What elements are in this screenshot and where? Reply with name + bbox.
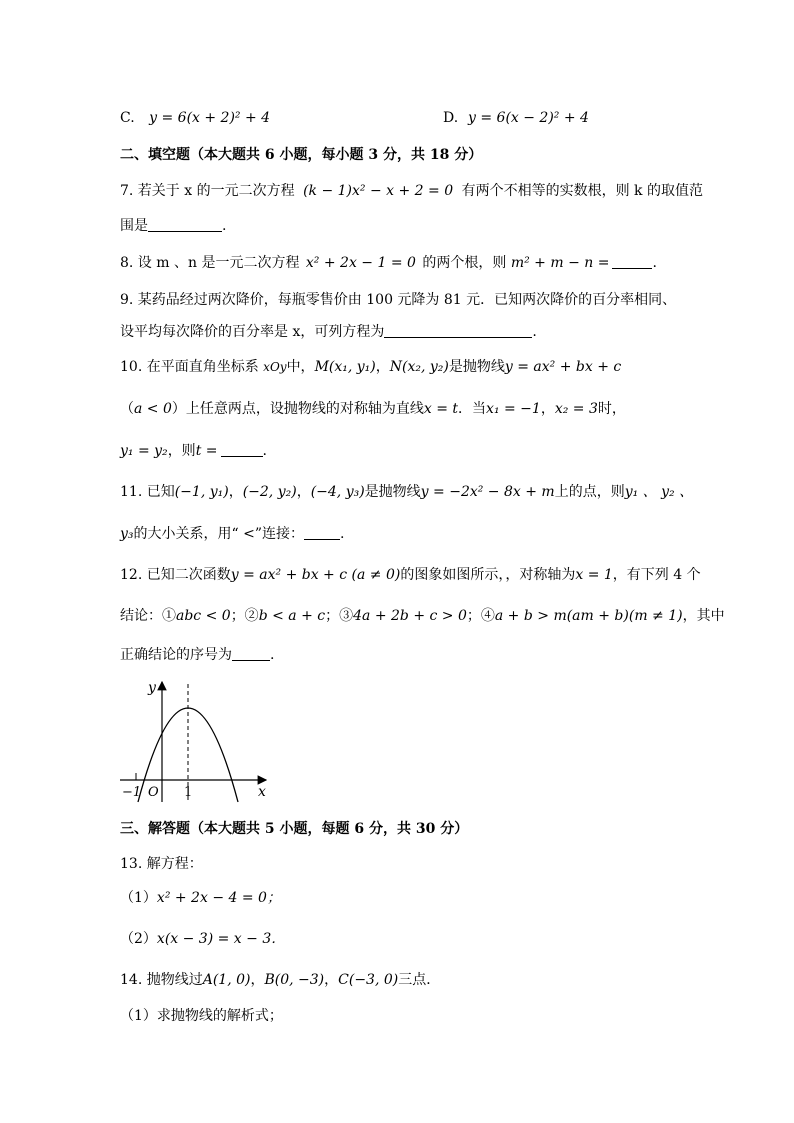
q13-part1-label: （1） <box>120 890 157 906</box>
q12-text: 12. 已知二次函数 <box>120 567 231 583</box>
q10-text-6: 时， <box>597 401 626 417</box>
q13-part2-equation: x(x − 3) = x − 3． <box>156 931 286 947</box>
q14-comma-2: ， <box>324 972 339 988</box>
q14-text-2: 三点． <box>398 972 441 988</box>
q10-x1: x₁ = −1 <box>486 401 541 417</box>
q12-axis: x = 1 <box>575 567 613 583</box>
q10-x2: x₂ = 3 <box>554 401 598 417</box>
option-c-label: C. <box>120 110 135 126</box>
q7-text-3: 围是 <box>120 218 148 234</box>
q10-point-n: N(x₂, y₂) <box>389 359 449 375</box>
q8-expression: m² + m − n = <box>510 255 610 271</box>
q11-point-2: (−2, y₂) <box>242 484 297 500</box>
q13-part1-equation: x² + 2x − 4 = 0； <box>156 890 281 906</box>
q12-text-4: 结论：① <box>120 608 176 624</box>
question-9-line1: 9. 某药品经过两次降价，每瓶零售价由 100 元降为 81 元．已知两次降价的百分率相同、 <box>120 292 677 308</box>
label-neg-one: −1 <box>122 785 142 800</box>
question-14-part1: （1）求抛物线的解析式； <box>120 1008 283 1024</box>
question-11-line2 <box>120 524 694 544</box>
q12-text-5: ，其中 <box>682 608 725 624</box>
q11-text-2: 是抛物线 <box>364 484 421 500</box>
q10-text-3: 是抛物线 <box>448 359 505 375</box>
question-11-line1 <box>120 482 694 502</box>
q11-parabola: y = −2x² − 8x + m <box>420 484 555 500</box>
q10-parabola: y = ax² + bx + c <box>504 359 622 375</box>
q11-comma-1: ， <box>228 484 243 500</box>
q11-period: . <box>340 526 345 542</box>
label-x: x <box>258 784 266 800</box>
q6-options <box>120 108 694 128</box>
q11-ys: y₁ 、 y₂ 、 <box>624 484 694 500</box>
q10-condition: a < 0 <box>134 401 172 417</box>
q11-text-3: 上的点，则 <box>554 484 625 500</box>
label-one: 1 <box>184 785 193 800</box>
q8-equation: x² + 2x − 1 = 0 <box>305 255 416 271</box>
question-13-part1 <box>120 888 694 908</box>
question-8 <box>120 253 694 273</box>
q7-text: 7. 若关于 x 的一元二次方程 <box>120 183 295 199</box>
q10-xoy: xOy <box>263 360 287 374</box>
q7-text-2: 有两个不相等的实数根，则 k 的取值范 <box>461 183 703 199</box>
q12-conclusion-3: 4a + 2b + c > 0 <box>353 608 467 624</box>
q11-comma-2: ， <box>296 484 311 500</box>
q12-text-2: 的图象如图所示，，对称轴为 <box>400 567 576 583</box>
q12-sep-2: ；③ <box>325 608 354 624</box>
q10-y-equal: y₁ = y₂ <box>120 443 168 459</box>
q12-sep-1: ；② <box>230 608 259 624</box>
q12-text-3: ，有下列 4 个 <box>612 567 701 583</box>
question-12-line2 <box>120 606 725 626</box>
q10-paren: （ <box>120 401 134 417</box>
q10-text: 10. 在平面直角坐标系 <box>120 359 259 375</box>
question-14 <box>120 970 694 990</box>
q11-y3: y₃ <box>120 526 134 542</box>
question-7-line1 <box>120 181 703 201</box>
q7-answer-blank[interactable] <box>148 217 222 232</box>
question-13-title: 13. 解方程： <box>120 856 203 872</box>
q10-text-2: 中， <box>286 359 315 375</box>
q8-text-2: 的两个根，则 <box>422 255 507 271</box>
q11-point-1: (−1, y₁) <box>174 484 229 500</box>
option-d-label: D. <box>443 110 459 126</box>
q11-answer-blank[interactable] <box>304 525 340 540</box>
q8-answer-blank[interactable] <box>612 254 652 269</box>
option-c-expr: y = 6(x + 2)² + 4 <box>149 110 271 126</box>
question-12-line1 <box>120 565 701 585</box>
section-3-heading: 三、解答题（本大题共 5 小题，每题 6 分，共 30 分） <box>120 821 469 837</box>
q10-axis: x = t <box>423 401 459 417</box>
option-d-expr: y = 6(x − 2)² + 4 <box>468 110 589 126</box>
q10-text-7: ，则 <box>167 443 196 459</box>
q10-text-4: ）上任意两点，设抛物线的对称轴为直线 <box>171 401 424 417</box>
parabola-graph <box>118 676 278 806</box>
question-9-line2 <box>120 322 694 342</box>
q10-answer-blank[interactable] <box>221 442 263 457</box>
q11-text-4: 的大小关系，用“ <”连接： <box>133 526 305 542</box>
q14-point-a: A(1, 0) <box>202 972 251 988</box>
q12-conclusion-4: a + b > m(am + b)(m ≠ 1) <box>494 608 683 624</box>
q7-period: . <box>222 218 227 234</box>
q14-text: 14. 抛物线过 <box>120 972 203 988</box>
question-10-line1 <box>120 357 694 377</box>
label-origin: O <box>148 785 159 800</box>
q12-period: . <box>270 647 275 663</box>
q12-function: y = ax² + bx + c (a ≠ 0) <box>230 567 401 583</box>
q9-answer-blank[interactable] <box>384 323 532 338</box>
q7-equation: (k − 1)x² − x + 2 = 0 <box>303 183 454 199</box>
q14-comma-1: ， <box>250 972 265 988</box>
q11-text: 11. 已知 <box>120 484 175 500</box>
question-13-part2 <box>120 929 694 949</box>
q13-part2-label: （2） <box>120 931 157 947</box>
q12-sep-3: ；④ <box>466 608 495 624</box>
label-y: y <box>148 680 156 696</box>
q9-period: . <box>532 324 537 340</box>
q8-text: 8. 设 m 、n 是一元二次方程 <box>120 255 300 271</box>
q14-point-c: C(−3, 0) <box>338 972 399 988</box>
q12-answer-blank[interactable] <box>232 646 270 661</box>
question-7-line2 <box>120 216 694 236</box>
q10-t: t = <box>195 443 218 459</box>
q14-point-b: B(0, −3) <box>264 972 325 988</box>
question-10-line2 <box>120 399 694 419</box>
q10-text-5: ．当 <box>458 401 487 417</box>
q12-conclusion-2: b < a + c <box>258 608 326 624</box>
question-12-line3 <box>120 645 694 665</box>
question-10-line3 <box>120 441 694 461</box>
section-2-heading: 二、填空题（本大题共 6 小题，每小题 3 分，共 18 分） <box>120 147 483 163</box>
q8-period: . <box>652 255 657 271</box>
q10-comma: ， <box>540 401 555 417</box>
q10-period: . <box>262 443 267 459</box>
q12-text-6: 正确结论的序号为 <box>120 647 232 663</box>
q12-conclusion-1: abc < 0 <box>176 608 231 624</box>
q11-point-3: (−4, y₃) <box>310 484 365 500</box>
q10-point-m: M(x₁, y₁) <box>314 359 376 375</box>
q9-text: 设平均每次降价的百分率是 x，可列方程为 <box>120 324 385 340</box>
q10-sep: ， <box>375 359 390 375</box>
